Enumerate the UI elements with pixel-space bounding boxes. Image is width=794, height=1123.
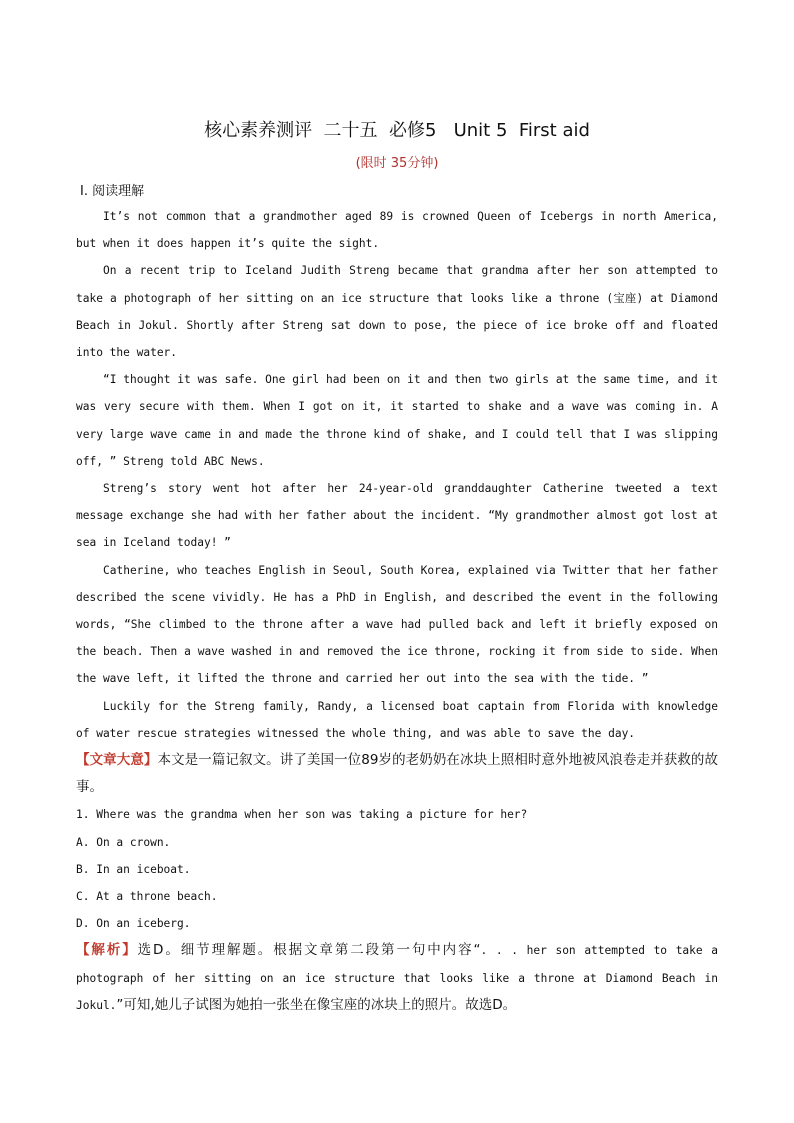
option-a: A. On a crown. [76,835,171,849]
summary-tag: 【文章大意】 [76,752,158,769]
passage-paragraph: On a recent trip to Iceland Judith Streng became that grandma after her son attempted to take a photograph of her sitting on an ice structure that looks like a throne (宝座) at Diamond Beach in Jokul. Shortly after Streng sat down to pose, the piece of ice broke off and floated into the water. [76,264,718,360]
time-limit: (限时 35分钟) [355,156,439,171]
analysis-text-cn-2: ”可知,她儿子试图为她拍一张坐在像宝座的冰块上的照片。故选D。 [116,996,517,1013]
passage-paragraph: Streng’s story went hot after her 24-year-old granddaughter Catherine tweeted a text message exchange she had with her father about the incident. “My grandmother almost got lost at sea in Iceland today! ” [76,482,718,550]
passage-paragraph: Luckily for the Streng family, Randy, a licensed boat captain from Florida with knowledge of water rescue strategies witnessed the whole thing, and was able to save the day. [76,699,718,740]
analysis-paragraph [76,937,718,1019]
content-body [76,203,718,1019]
analysis-tag: 【解析】 [76,942,138,959]
option-b: B. In an iceboat. [76,862,191,876]
option-c: C. At a throne beach. [76,890,218,904]
summary-paragraph [76,747,718,801]
passage-paragraph: It’s not common that a grandmother aged 89 is crowned Queen of Icebergs in north America, but when it does happen it’s quite the sight. [76,210,718,251]
passage-paragraph: “I thought it was safe. One girl had been on it and then two girls at the same time, and it was very secure with them. When I got on it, it started to shake and a wave was coming in. A very large wave came in and made the throne kind of shake, and I could tell that I was slipping off, ” Streng told ABC News. [76,373,718,468]
option-d: D. On an iceberg. [76,917,191,931]
question-stem: 1. Where was the grandma when her son was taking a picture for her? [76,808,528,822]
analysis-text-en: . . . her son attempted to take a photograph of her sitting on an ice structure that looks like a throne at Diamond Beach in Jokul. [76,944,719,1012]
passage-paragraph: Catherine, who teaches English in Seoul, South Korea, explained via Twitter that her father described the scene vividly. He has a PhD in English, and described the event in the following words, “She climbed to the throne after a wave had pulled back and left it briefly exposed on the beach. Then a wave washed in and removed the ice throne, rocking it from side to side. When the wave left, it lifted the throne and carried her out into the sea with the tide. ” [76,563,718,686]
page-title: 核心素养测评 二十五 必修5 Unit 5 First aid [204,120,590,141]
summary-text: 本文是一篇记叙文。讲了美国一位89岁的老奶奶在冰块上照相时意外地被风浪卷走并获救的故事。 [76,752,718,796]
section-heading: Ⅰ. 阅读理解 [80,184,145,199]
analysis-text-cn-1: 选D。细节理解题。根据文章第二段第一句中内容“ [137,942,481,959]
